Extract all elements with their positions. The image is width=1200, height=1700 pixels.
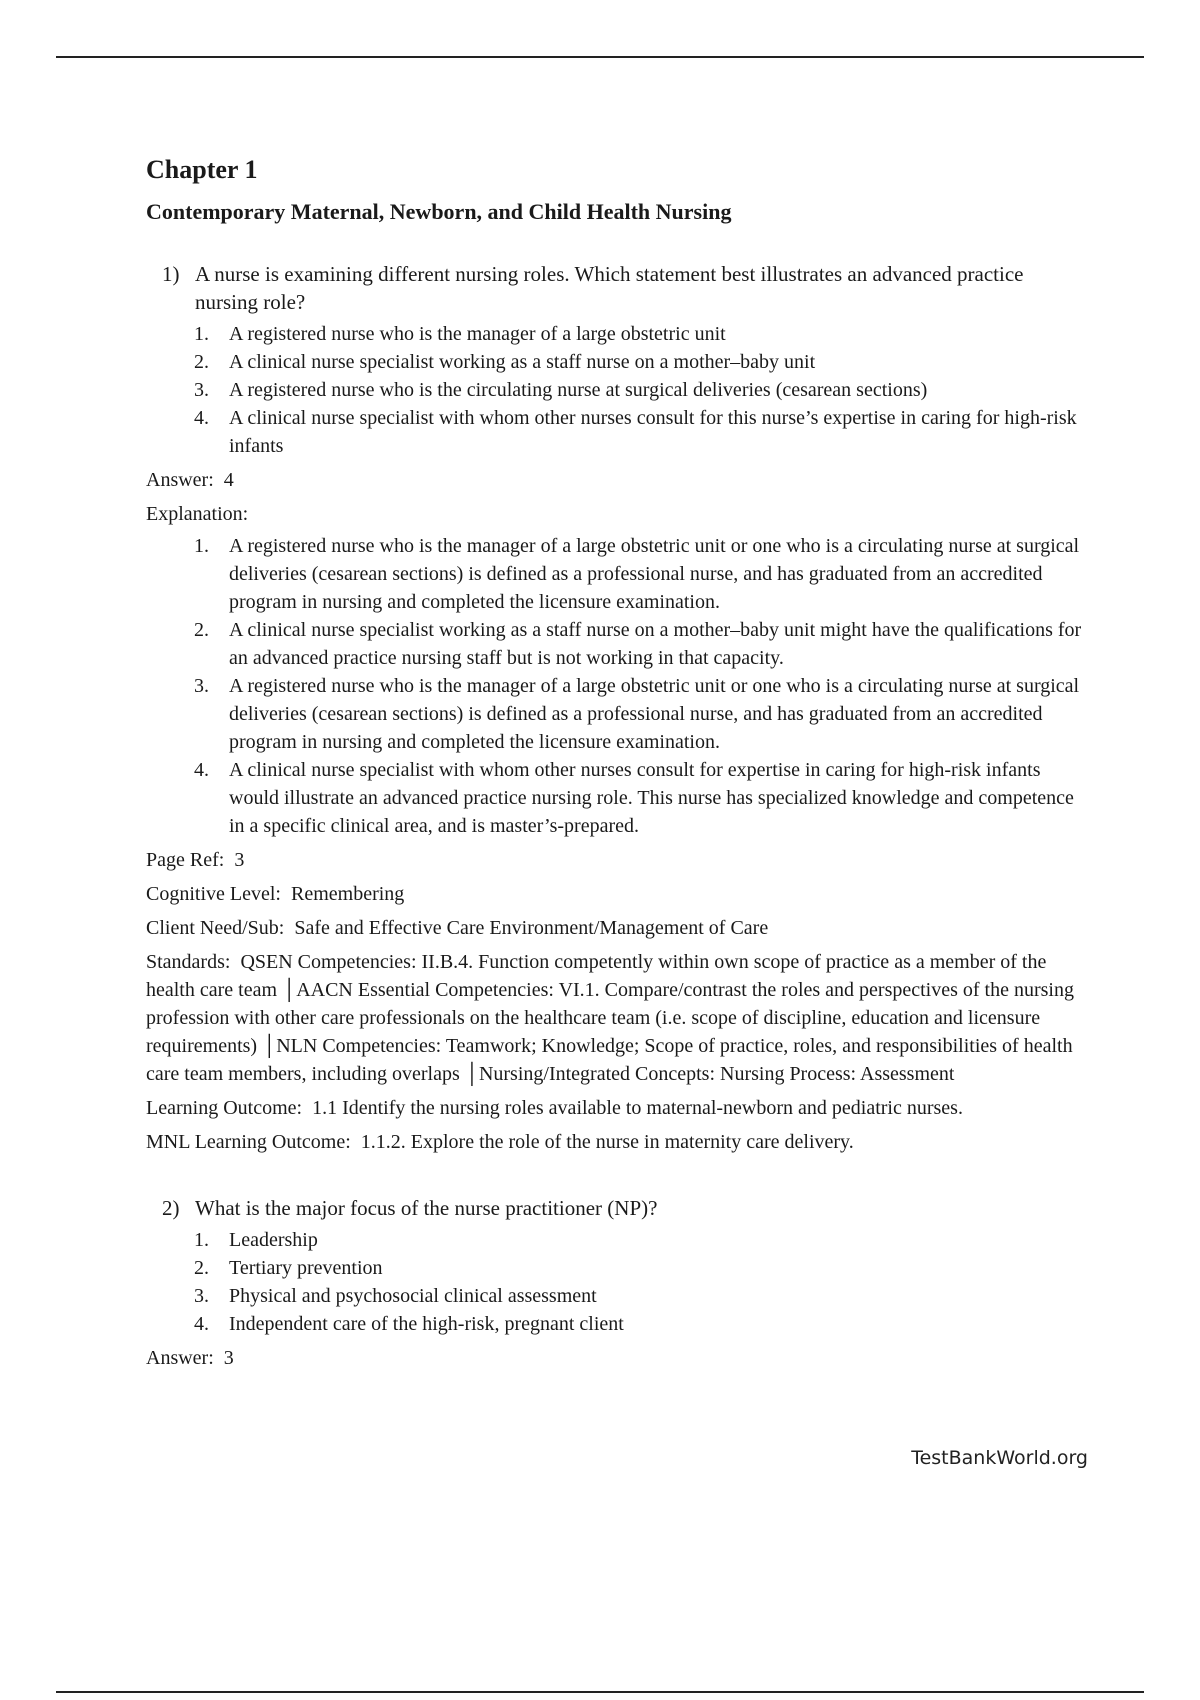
mnl-learning-outcome [146, 1128, 1086, 1156]
explanation-text: A registered nurse who is the manager of a large obstetric unit or one who is a circulating nurse at surgical deliveries (cesarean sections) is defined as a professional nurse, and has graduated from an accredited program in nursing and completed the licensure examination. [229, 675, 1080, 753]
learning-outcome-value: 1.1 Identify the nursing roles available to maternal-newborn and pediatric nurses. [312, 1097, 963, 1119]
question-1 [146, 260, 1086, 1156]
answer-line [146, 466, 1086, 494]
page-ref-value: 3 [234, 849, 245, 871]
answer-value: 3 [223, 1347, 234, 1369]
option-item [194, 1254, 1086, 1282]
client-need-label: Client Need/Sub: [146, 917, 285, 939]
option-number: 2. [194, 1257, 209, 1279]
cognitive-level [146, 880, 1086, 908]
client-need [146, 914, 1086, 942]
question-text: What is the major focus of the nurse practitioner (NP)? [195, 1196, 658, 1220]
chapter-subtitle: Contemporary Maternal, Newborn, and Child Health Nursing [146, 199, 732, 224]
mnl-learning-outcome-value: 1.1.2. Explore the role of the nurse in maternity care delivery. [360, 1131, 854, 1153]
page-ref [146, 846, 1086, 874]
explanation-text: A clinical nurse specialist working as a staff nurse on a mother–baby unit might have the qualifications for an advanced practice nursing staff but is not working in that capacity. [229, 619, 1082, 669]
answer-options [146, 1226, 1086, 1338]
option-text: A registered nurse who is the manager of a large obstetric unit [229, 323, 726, 345]
option-item [194, 1226, 1086, 1254]
cognitive-level-value: Remembering [290, 883, 405, 905]
option-item [194, 1282, 1086, 1310]
learning-outcome-label: Learning Outcome: [146, 1097, 303, 1119]
option-number: 2. [194, 351, 209, 373]
answer-options [146, 320, 1086, 460]
question-2 [146, 1194, 1086, 1372]
option-item [194, 404, 1086, 460]
option-number: 3. [194, 1285, 209, 1307]
explanation-number: 2. [194, 619, 209, 641]
chapter-title: Chapter 1 [146, 155, 258, 184]
explanation-number: 4. [194, 759, 209, 781]
option-item [194, 320, 1086, 348]
standards-value: QSEN Competencies: II.B.4. Function competently within own scope of practice as a member of the health care team │AACN Essential Competencies: VI.1. Compare/contrast the roles and perspectives of the nursing profession with other care professionals on the healthcare team (i.e. scope of discipline, education and licensure requirements) │NLN Competencies: Teamwork; Knowledge; Scope of practice, roles, and responsibilities of health care team members, including overlaps │Nursing/Integrated Concepts: Nursing Process: Assessment [146, 951, 1074, 1085]
mnl-learning-outcome-label: MNL Learning Outcome: [146, 1131, 351, 1153]
option-text: Tertiary prevention [229, 1257, 383, 1279]
explanation-list [146, 532, 1086, 840]
option-text: Physical and psychosocial clinical assessment [229, 1285, 597, 1307]
option-number: 3. [194, 379, 209, 401]
explanation-text: A clinical nurse specialist with whom other nurses consult for expertise in caring for high-risk infants would illustrate an advanced practice nursing role. This nurse has specialized knowledge and competence in a specific clinical area, and is master’s-prepared. [229, 759, 1074, 837]
explanation-number: 1. [194, 535, 209, 557]
question-stem [146, 1194, 1086, 1222]
option-number: 1. [194, 1229, 209, 1251]
option-item [194, 1310, 1086, 1338]
explanation-item [194, 532, 1086, 616]
answer-label: Answer: [146, 469, 214, 491]
watermark-text: TestBankWorld.org [911, 1447, 1088, 1469]
option-item [194, 376, 1086, 404]
question-number: 1) [162, 262, 180, 286]
option-number: 1. [194, 323, 209, 345]
answer-value: 4 [223, 469, 234, 491]
explanation-label: Explanation: [146, 503, 249, 525]
option-item [194, 348, 1086, 376]
explanation-number: 3. [194, 675, 209, 697]
bottom-rule [56, 1691, 1144, 1693]
option-text: A clinical nurse specialist with whom other nurses consult for this nurse’s expertise in caring for high-risk infants [229, 407, 1077, 457]
standards-label: Standards: [146, 951, 231, 973]
client-need-value: Safe and Effective Care Environment/Management of Care [294, 917, 769, 939]
standards [146, 948, 1086, 1088]
answer-label: Answer: [146, 1347, 214, 1369]
explanation-text: A registered nurse who is the manager of a large obstetric unit or one who is a circulating nurse at surgical deliveries (cesarean sections) is defined as a professional nurse, and has graduated from an accredited program in nursing and completed the licensure examination. [229, 535, 1080, 613]
question-text: A nurse is examining different nursing roles. Which statement best illustrates an advanced practice nursing role? [195, 262, 1024, 314]
option-text: Independent care of the high-risk, pregnant client [229, 1313, 624, 1335]
explanation-item [194, 756, 1086, 840]
document-body [146, 150, 1086, 1372]
explanation-item [194, 616, 1086, 672]
page-ref-label: Page Ref: [146, 849, 225, 871]
option-text: Leadership [229, 1229, 318, 1251]
option-text: A clinical nurse specialist working as a staff nurse on a mother–baby unit [229, 351, 816, 373]
option-number: 4. [194, 1313, 209, 1335]
question-number: 2) [162, 1196, 180, 1220]
option-number: 4. [194, 407, 209, 429]
question-stem [146, 260, 1086, 316]
explanation-item [194, 672, 1086, 756]
top-rule [56, 56, 1144, 58]
cognitive-level-label: Cognitive Level: [146, 883, 281, 905]
answer-line [146, 1344, 1086, 1372]
learning-outcome [146, 1094, 1086, 1122]
option-text: A registered nurse who is the circulating nurse at surgical deliveries (cesarean sections) [229, 379, 928, 401]
